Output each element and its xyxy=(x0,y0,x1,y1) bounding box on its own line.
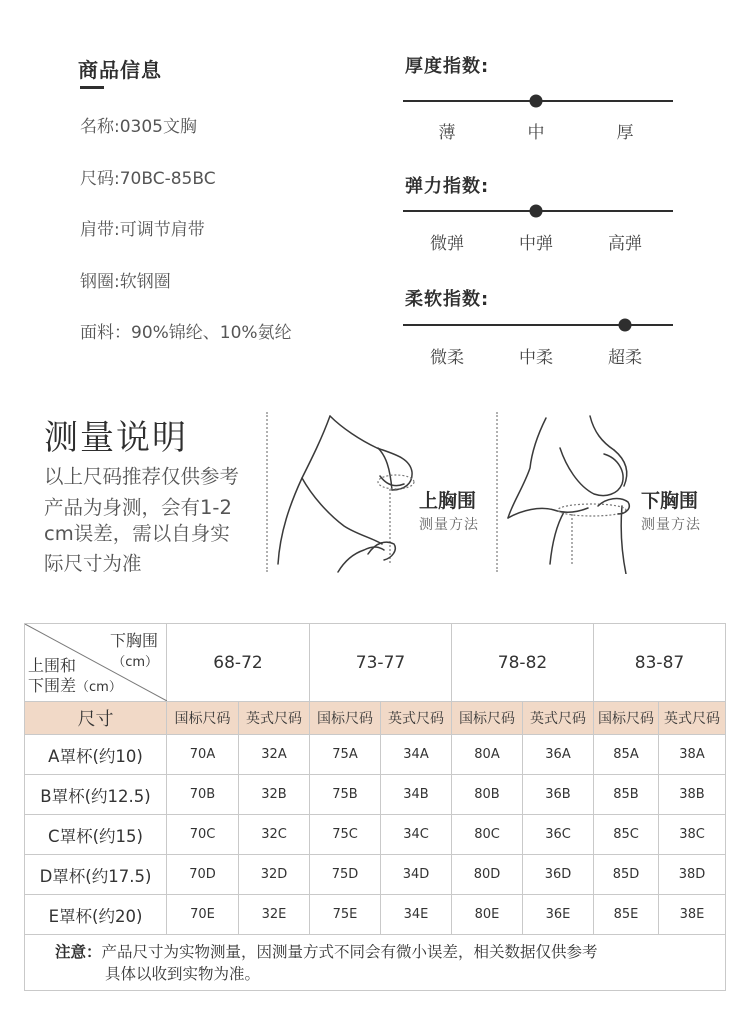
table-row xyxy=(25,815,726,855)
cup-label: A罩杯(约10) xyxy=(25,735,167,775)
softness-label-medium: 中柔 xyxy=(519,348,553,368)
table-row xyxy=(25,775,726,815)
size-cell: 75E xyxy=(310,895,381,935)
size-cell: 75B xyxy=(310,775,381,815)
british-size-header: 英式尺码 xyxy=(381,702,452,735)
size-cell: 34A xyxy=(381,735,452,775)
thickness-index-title: 厚度指数: xyxy=(405,56,490,77)
size-cell: 70D xyxy=(167,855,239,895)
info-wire: 钢圈:软钢圈 xyxy=(80,272,171,292)
measurement-title: 测量说明 xyxy=(44,418,188,458)
elasticity-label-low: 微弹 xyxy=(430,234,464,254)
size-cell: 34B xyxy=(381,775,452,815)
thickness-indicator-dot xyxy=(530,95,543,108)
lower-bust-subtitle: 测量方法 xyxy=(641,517,701,533)
size-cell: 80C xyxy=(452,815,523,855)
elasticity-index-title: 弹力指数: xyxy=(405,176,490,197)
size-label-header: 尺寸 xyxy=(25,702,167,735)
range-header: 78-82 xyxy=(452,624,594,702)
softness-label-low: 微柔 xyxy=(430,348,464,368)
corner-header-cell xyxy=(25,624,167,702)
upper-bust-title: 上胸围 xyxy=(419,490,477,512)
title-underline xyxy=(80,86,104,89)
range-header: 68-72 xyxy=(167,624,310,702)
softness-indicator-dot xyxy=(619,319,632,332)
measurement-desc-line: 产品为身测，会有1-2 xyxy=(44,496,232,519)
size-cell: 70E xyxy=(167,895,239,935)
size-cell: 80B xyxy=(452,775,523,815)
note-text-line2: 具体以收到实物为准。 xyxy=(105,964,261,983)
size-cell: 75C xyxy=(310,815,381,855)
softness-label-high: 超柔 xyxy=(608,348,642,368)
size-cell: 36D xyxy=(523,855,594,895)
corner-bottom-unit: （cm） xyxy=(76,680,122,695)
size-cell: 70C xyxy=(167,815,239,855)
size-cell: 70B xyxy=(167,775,239,815)
elasticity-indicator-dot xyxy=(530,205,543,218)
cup-label: E罩杯(约20) xyxy=(25,895,167,935)
elasticity-label-high: 高弹 xyxy=(608,234,642,254)
table-row xyxy=(25,895,726,935)
thickness-label-thick: 厚 xyxy=(616,123,634,143)
corner-bottom-label-1: 上围和 xyxy=(28,656,77,675)
size-cell: 34C xyxy=(381,815,452,855)
british-size-header: 英式尺码 xyxy=(239,702,310,735)
national-size-header: 国标尺码 xyxy=(452,702,523,735)
upper-bust-illustration xyxy=(272,414,422,574)
softness-track xyxy=(403,324,673,326)
national-size-header: 国标尺码 xyxy=(594,702,659,735)
size-cell: 36E xyxy=(523,895,594,935)
divider-right xyxy=(496,412,498,572)
size-cell: 36B xyxy=(523,775,594,815)
measurement-desc-line: cm误差，需以自身实 xyxy=(44,522,230,545)
size-cell: 85C xyxy=(594,815,659,855)
info-fabric: 面料：90%锦纶、10%氨纶 xyxy=(80,323,292,343)
size-cell: 70A xyxy=(167,735,239,775)
size-cell: 38D xyxy=(659,855,726,895)
divider-left xyxy=(266,412,268,572)
upper-bust-subtitle: 测量方法 xyxy=(419,517,479,533)
note-text-line1: 产品尺寸为实物测量，因测量方式不同会有微小误差，相关数据仅供参考 xyxy=(101,942,598,961)
note-label: 注意： xyxy=(55,942,102,961)
size-cell: 32E xyxy=(239,895,310,935)
note-cell xyxy=(25,935,726,991)
range-header: 83-87 xyxy=(594,624,726,702)
size-cell: 36A xyxy=(523,735,594,775)
info-name: 名称:0305文胸 xyxy=(80,117,197,137)
info-size: 尺码:70BC-85BC xyxy=(80,169,216,189)
size-cell: 80A xyxy=(452,735,523,775)
size-cell: 85E xyxy=(594,895,659,935)
cup-label: C罩杯(约15) xyxy=(25,815,167,855)
size-cell: 75D xyxy=(310,855,381,895)
corner-bottom-label-2: 下围差 xyxy=(28,676,77,695)
size-cell: 32D xyxy=(239,855,310,895)
size-cell: 38A xyxy=(659,735,726,775)
measurement-desc-line: 以上尺码推荐仅供参考 xyxy=(44,465,240,488)
table-row xyxy=(25,735,726,775)
size-cell: 85A xyxy=(594,735,659,775)
size-label-row xyxy=(25,702,726,735)
table-row xyxy=(25,855,726,895)
thickness-label-medium: 中 xyxy=(527,123,545,143)
size-cell: 80E xyxy=(452,895,523,935)
size-table xyxy=(24,623,726,991)
corner-header-bottom xyxy=(28,656,122,698)
british-size-header: 英式尺码 xyxy=(659,702,726,735)
size-cell: 36C xyxy=(523,815,594,855)
size-cell: 34E xyxy=(381,895,452,935)
size-cell: 85D xyxy=(594,855,659,895)
lower-bust-title: 下胸围 xyxy=(641,490,699,512)
size-cell: 32A xyxy=(239,735,310,775)
size-cell: 34D xyxy=(381,855,452,895)
range-header-row xyxy=(25,624,726,702)
size-cell: 32B xyxy=(239,775,310,815)
size-cell: 38B xyxy=(659,775,726,815)
size-cell: 75A xyxy=(310,735,381,775)
corner-top-label: 下胸围 xyxy=(109,631,158,650)
elasticity-label-medium: 中弹 xyxy=(519,234,553,254)
national-size-header: 国标尺码 xyxy=(167,702,239,735)
softness-index-title: 柔软指数: xyxy=(405,289,490,310)
product-info-title: 商品信息 xyxy=(78,58,162,82)
size-cell: 38E xyxy=(659,895,726,935)
corner-top-unit: （cm） xyxy=(112,655,158,670)
size-cell: 85B xyxy=(594,775,659,815)
cup-label: B罩杯(约12.5) xyxy=(25,775,167,815)
lower-bust-illustration xyxy=(502,414,652,574)
size-cell: 32C xyxy=(239,815,310,855)
size-cell: 38C xyxy=(659,815,726,855)
national-size-header: 国标尺码 xyxy=(310,702,381,735)
cup-label: D罩杯(约17.5) xyxy=(25,855,167,895)
range-header: 73-77 xyxy=(310,624,452,702)
note-row xyxy=(25,935,726,991)
thickness-label-thin: 薄 xyxy=(438,123,456,143)
size-cell: 80D xyxy=(452,855,523,895)
measurement-desc-line: 际尺寸为准 xyxy=(44,552,142,575)
british-size-header: 英式尺码 xyxy=(523,702,594,735)
info-strap: 肩带:可调节肩带 xyxy=(80,220,205,240)
